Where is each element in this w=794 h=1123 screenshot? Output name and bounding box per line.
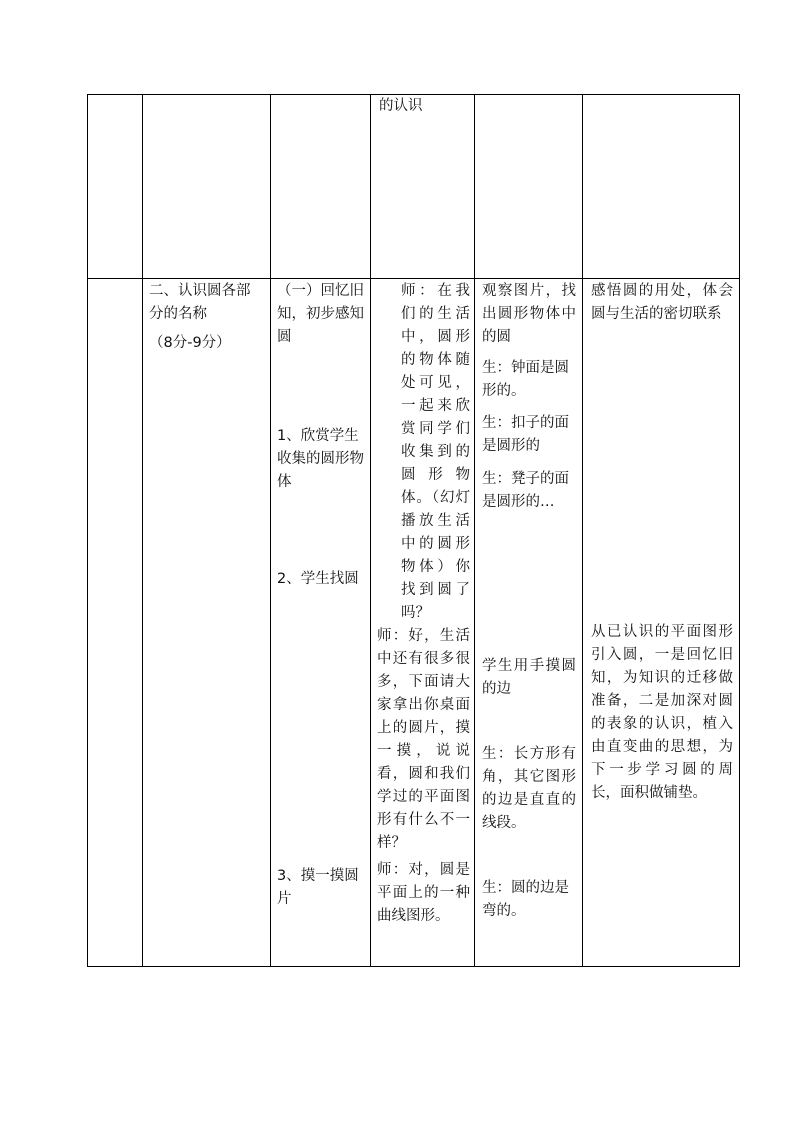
lesson-plan-table bbox=[87, 94, 740, 967]
table-row bbox=[88, 279, 740, 967]
cell-empty bbox=[475, 95, 583, 279]
cell-steps bbox=[271, 279, 371, 967]
cell-teacher-activity bbox=[371, 95, 475, 279]
step-3: 3、摸一摸圆片 bbox=[277, 868, 359, 907]
teacher-text-3: 师：对，圆是平面上的一种曲线图形。 bbox=[377, 862, 470, 924]
teacher-text-continued: 的认识 bbox=[379, 98, 423, 114]
teacher-text-2: 师：好，生活中还有很多很多，下面请大家拿出你桌面上的圆片，摸一摸，说说看，圆和我们学过的平面图形有什么不一样？ bbox=[377, 628, 470, 851]
cell-empty bbox=[271, 95, 371, 279]
cell-empty bbox=[88, 95, 143, 279]
section-time: （8分-9分） bbox=[149, 335, 231, 351]
student-text-1: 观察图片，找出圆形物体中的圆 bbox=[482, 283, 576, 345]
student-text-4: 生：凳子的面是圆形的… bbox=[482, 471, 569, 510]
cell-empty bbox=[88, 279, 143, 967]
student-text-2: 生：钟面是圆形的。 bbox=[482, 360, 569, 399]
intent-text-2: 从已认识的平面图形引入圆，一是回忆旧知，为知识的迁移做准备，二是加深对圆的表象的认识，植入由直变曲的思想，为下一步学习圆的周长，面积做铺垫。 bbox=[591, 624, 733, 801]
section-title: 二、认识圆各部分的名称 bbox=[149, 283, 251, 322]
step-2: 2、学生找圆 bbox=[277, 571, 359, 587]
cell-empty bbox=[583, 95, 740, 279]
cell-empty bbox=[143, 95, 271, 279]
cell-design-intent bbox=[583, 279, 740, 967]
step-heading: （一）回忆旧知，初步感知圆 bbox=[277, 283, 364, 345]
student-text-6: 生：长方形有角，其它图形的边是直直的线段。 bbox=[482, 746, 576, 831]
step-1: 1、欣赏学生收集的圆形物体 bbox=[277, 428, 364, 490]
table-row bbox=[88, 95, 740, 279]
cell-section bbox=[143, 279, 271, 967]
cell-teacher-activity bbox=[371, 279, 475, 967]
student-text-3: 生：扣子的面是圆形的 bbox=[482, 415, 569, 454]
student-text-7: 生：圆的边是弯的。 bbox=[482, 880, 569, 919]
student-text-5: 学生用手摸圆的边 bbox=[482, 658, 576, 697]
intent-text-1: 感悟圆的用处，体会圆与生活的密切联系 bbox=[591, 283, 733, 322]
teacher-text-1: 师：在我们的生活中，圆形的物体随处可见，一起来欣赏同学们收集到的圆形物体。（幻灯播放生活中的圆形物体）你找到圆了吗？ bbox=[401, 283, 470, 621]
cell-student-activity bbox=[475, 279, 583, 967]
